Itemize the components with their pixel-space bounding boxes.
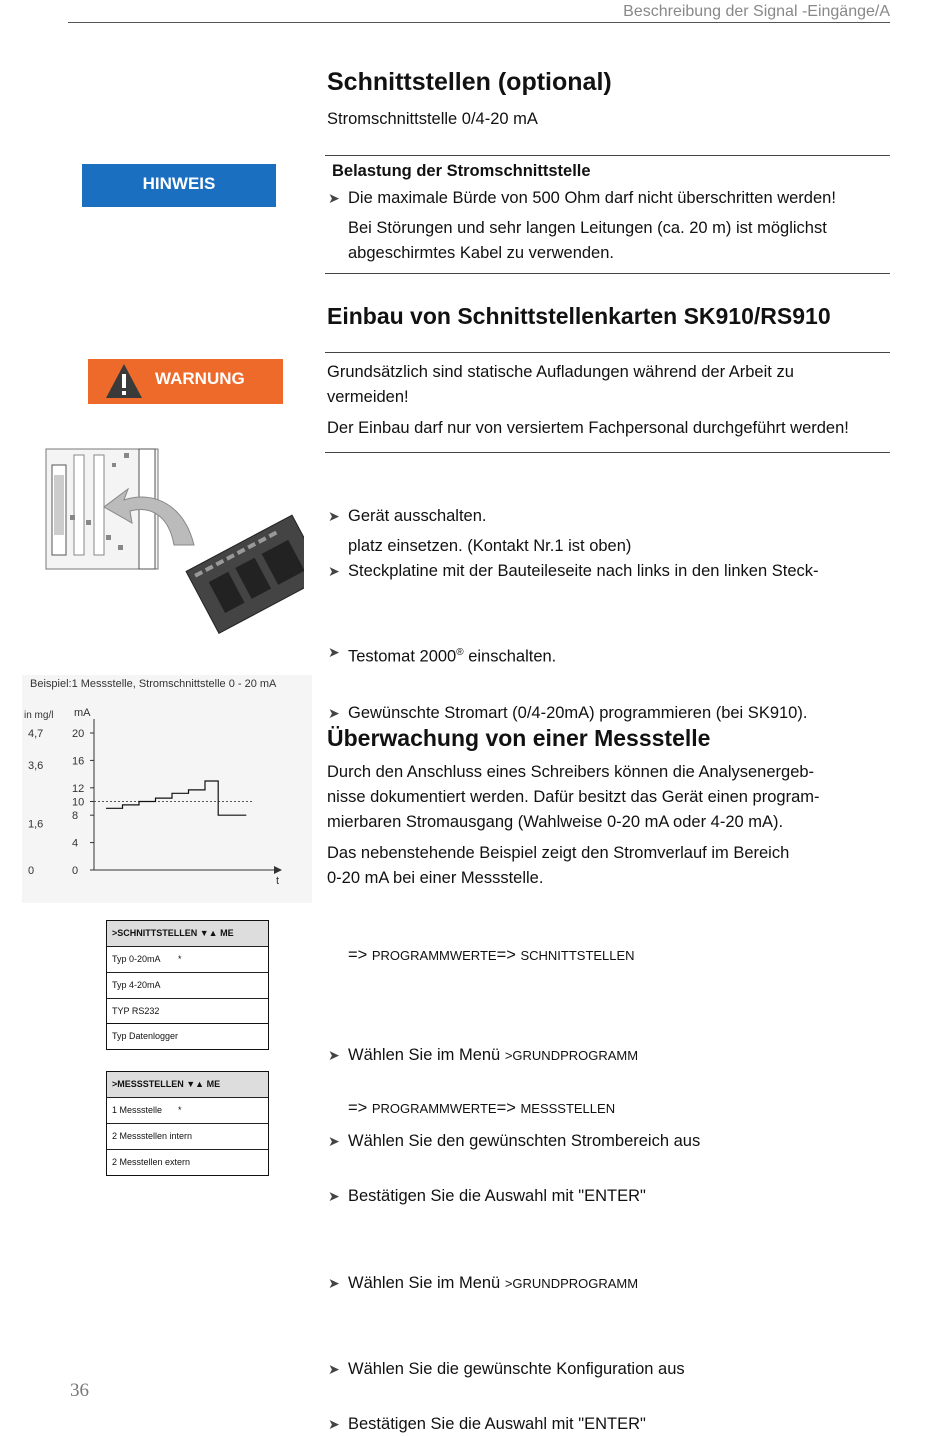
para1-line3: mierbaren Stromausgang (Wahlweise 0-20 mA oder 4-20 mA).	[327, 813, 784, 831]
instr2-line3	[328, 1357, 950, 1382]
chart-tick-label-ma: 8	[72, 810, 79, 823]
instr-text: Bestätigen Sie die Auswahl mit "ENTER"	[348, 1414, 646, 1433]
menu-item-typ-4-20[interactable]	[107, 973, 268, 999]
page-number: 36	[70, 1380, 89, 1401]
instr1-line4	[328, 1184, 950, 1209]
note-top-rule	[325, 155, 890, 156]
warn-line3: Der Einbau darf nur von versiertem Fachpersonal durchgeführt werden!	[327, 419, 849, 437]
step-3-text-end: einschalten.	[468, 647, 557, 666]
chart-title: Beispiel:1 Messstelle, Stromschnittstelle 0 - 20 mA	[30, 678, 277, 690]
step-4-text: Gewünschte Stromart (0/4-20mA) programmieren (bei SK910).	[348, 703, 808, 722]
warn-bottom-rule	[325, 452, 890, 453]
chart-left-axis-label: in mg/l	[24, 710, 54, 721]
note-bullet	[328, 186, 950, 211]
menu-path: >GRUNDPROGRAMM	[504, 1047, 639, 1063]
chart-x-axis-label: t	[276, 875, 280, 887]
step-2-text: Steckplatine mit der Bauteileseite nach links in den linken Steck-	[348, 562, 819, 580]
warnung-label: WARNUNG	[155, 369, 245, 388]
warn-line1: Grundsätzlich sind statische Aufladungen während der Arbeit zu	[327, 363, 794, 381]
bullet-arrow-icon: ➤	[328, 704, 340, 721]
step-2	[328, 559, 950, 584]
para1-line1: Durch den Anschluss eines Schreibers können die Analysenergeb-	[327, 763, 815, 781]
note-bullet-text: Die maximale Bürde von 500 Ohm darf nicht überschritten werden!	[348, 189, 836, 207]
menu-schnittstellen	[106, 920, 269, 1025]
instr-text: Wählen Sie den gewünschten Strombereich aus	[348, 1131, 701, 1150]
hinweis-badge: HINWEIS	[82, 164, 276, 207]
section-title-ueberwachung: Überwachung von einer Messstelle	[327, 725, 711, 751]
menu-path: >GRUNDPROGRAMM	[504, 1275, 639, 1291]
section-subtitle: Stromschnittstelle 0/4-20 mA	[327, 110, 538, 128]
chart-tick-label-ma: 12	[72, 782, 85, 795]
menu-path: PROGRAMMWERTE	[371, 1101, 497, 1116]
chart-tick-label-ma: 20	[72, 728, 85, 740]
menu-item-2-messtellen-extern[interactable]	[107, 1150, 268, 1175]
step-1	[328, 504, 950, 529]
instr1-line3	[328, 1129, 950, 1154]
note-line2: abgeschirmtes Kabel zu verwenden.	[348, 244, 614, 262]
menu-item-label: 2 Messstellen intern	[112, 1131, 193, 1141]
menu-item-label: TYP RS232	[112, 1006, 160, 1016]
bullet-arrow-icon: ➤	[328, 190, 340, 206]
section-title-schnittstellen: Schnittstellen (optional)	[327, 68, 612, 96]
menu-item-typ-0-20[interactable]	[107, 947, 268, 973]
menu-item-2-messstellen-intern[interactable]	[107, 1124, 268, 1150]
menu-item-label: Typ Datenlogger	[112, 1031, 179, 1041]
instr1-line2	[348, 943, 635, 968]
menu-item-label: 2 Messtellen extern	[112, 1157, 191, 1167]
x-axis-arrowhead	[274, 866, 282, 874]
para2-line2: 0-20 mA bei einer Messstelle.	[327, 869, 544, 887]
arrow: =>	[496, 1099, 521, 1117]
menu-schnittstellen-header: >SCHNITTSTELLEN ▼▲ ME	[107, 921, 268, 947]
chart-tick-label-ma: 16	[72, 755, 85, 768]
bullet-arrow-icon: ➤	[328, 644, 340, 660]
header-rule	[68, 22, 890, 23]
chart-tick-label-mgl: 1,6	[28, 818, 44, 831]
registered-mark: ®	[456, 647, 464, 658]
warning-triangle-icon	[104, 362, 144, 400]
chart-tick-label-ma: 4	[72, 837, 79, 850]
menu-path: MESSSTELLEN	[520, 1101, 616, 1116]
chart-tick-label-mgl: 4,7	[28, 728, 44, 740]
instr-text: Wählen Sie im Menü	[348, 1045, 505, 1064]
chart-panel	[22, 675, 312, 903]
warn-line2: vermeiden!	[327, 388, 409, 406]
chart-tick-label-ma: 0	[72, 865, 79, 877]
menu-messstellen	[106, 1071, 269, 1176]
instr-text: Wählen Sie im Menü	[348, 1273, 505, 1292]
instr-text: Wählen Sie die gewünschte Konfiguration aus	[348, 1359, 685, 1378]
note-line1: Bei Störungen und sehr langen Leitungen (ca. 20 m) ist möglichst	[348, 219, 827, 237]
instr2-line2	[348, 1096, 615, 1121]
step-3-text: Testomat 2000	[348, 647, 457, 666]
step-3	[328, 640, 950, 670]
chart-svg	[22, 675, 312, 903]
bullet-arrow-icon: ➤	[328, 563, 340, 579]
menu-item-label: Typ 4-20mA	[112, 980, 161, 990]
menu-messstellen-header: >MESSSTELLEN ▼▲ ME	[107, 1072, 268, 1098]
menu-item-label: Typ 0-20mA	[112, 954, 161, 964]
menu-item-typ-rs232[interactable]	[107, 999, 268, 1024]
bullet-arrow-icon: ➤	[328, 1360, 340, 1377]
section-title-einbau: Einbau von Schnittstellenkarten SK910/RS910	[327, 303, 831, 329]
selected-mark: *	[178, 1105, 182, 1115]
bullet-arrow-icon: ➤	[328, 1274, 340, 1291]
warn-top-rule	[325, 352, 890, 353]
running-title: Beschreibung der Signal -Eingänge/A	[623, 3, 890, 20]
arrow: =>	[348, 1099, 372, 1117]
instr2-line4	[328, 1412, 950, 1437]
step-2-cont: platz einsetzen. (Kontakt Nr.1 ist oben)	[348, 537, 632, 555]
note-bottom-rule	[325, 273, 890, 274]
bullet-arrow-icon: ➤	[328, 508, 340, 524]
bullet-arrow-icon: ➤	[328, 1046, 340, 1063]
menu-item-label: 1 Messstelle	[112, 1105, 163, 1115]
bullet-arrow-icon: ➤	[328, 1415, 340, 1432]
para1-line2: nisse dokumentiert werden. Dafür besitzt das Gerät einen program-	[327, 788, 820, 806]
card-installation-illustration	[44, 445, 304, 645]
instr1-line1	[328, 1043, 950, 1068]
para2-line1: Das nebenstehende Beispiel zeigt den Stromverlauf im Bereich	[327, 844, 790, 862]
warnung-badge	[88, 359, 283, 404]
step-1-text: Gerät ausschalten.	[348, 507, 487, 525]
arrow: =>	[348, 946, 372, 964]
chart-right-axis-label: mA	[74, 707, 91, 719]
instr-text: Bestätigen Sie die Auswahl mit "ENTER"	[348, 1186, 646, 1205]
chart-tick-label-mgl: 0	[28, 865, 35, 877]
arrow: =>	[496, 946, 521, 964]
menu-path: SCHNITTSTELLEN	[520, 948, 635, 963]
note-title: Belastung der Stromschnittstelle	[332, 162, 591, 180]
menu-item-1-messstelle[interactable]	[107, 1098, 268, 1124]
selected-mark: *	[178, 954, 182, 964]
bullet-arrow-icon: ➤	[328, 1132, 340, 1149]
menu-item-typ-datenlogger[interactable]	[106, 1023, 269, 1050]
menu-path: PROGRAMMWERTE	[371, 948, 497, 963]
chart-series-line	[106, 781, 246, 815]
bullet-arrow-icon: ➤	[328, 1187, 340, 1204]
instr2-line1	[328, 1271, 950, 1296]
chart-tick-label-ma: 10	[72, 796, 85, 809]
chart-tick-label-mgl: 3,6	[28, 760, 44, 773]
step-4	[328, 701, 950, 726]
